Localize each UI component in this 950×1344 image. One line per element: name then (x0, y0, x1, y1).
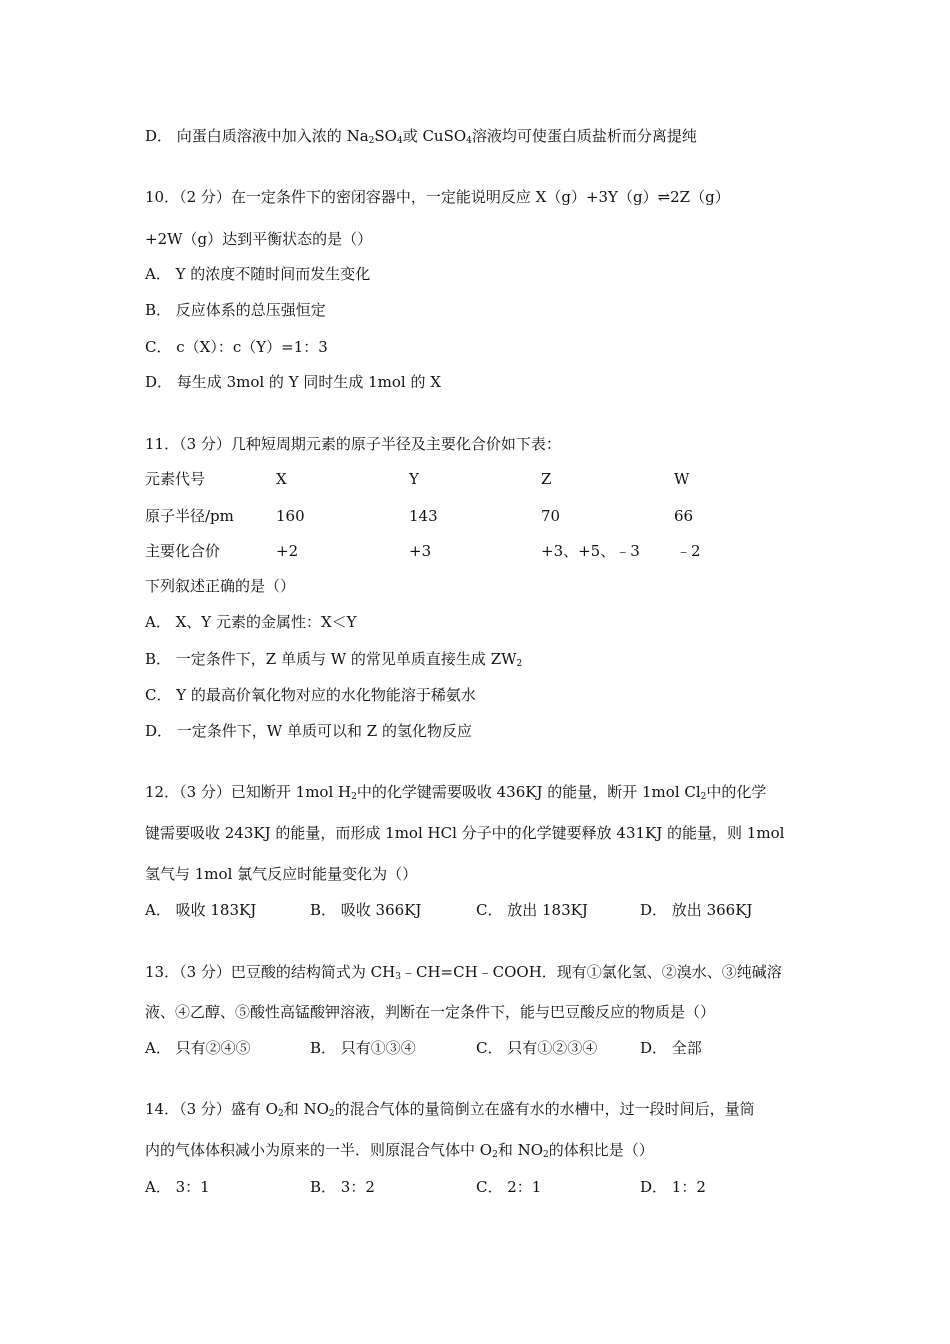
q14-option-b: B． 3：2 (310, 1178, 375, 1196)
q10-option-a: A． Y 的浓度不随时间而发生变化 (145, 265, 371, 283)
q11-question: 下列叙述正确的是（） (145, 577, 296, 595)
q11-stem: 11．（3 分）几种短周期元素的原子半径及主要化合价如下表： (145, 435, 561, 453)
q10-option-d: D． 每生成 3mol 的 Y 同时生成 1mol 的 X (145, 373, 441, 391)
table-cell: 70 (541, 507, 561, 525)
table-cell: +3、+5、﹣3 (541, 542, 640, 560)
q12-line2: 键需要吸收 243KJ 的能量，而形成 1mol HCl 分子中的化学键要释放 431KJ 的能量，则 1mol (145, 824, 785, 842)
table-cell: ﹣2 (676, 542, 701, 560)
q10-option-b: B． 反应体系的总压强恒定 (145, 301, 326, 319)
q10-stem-line1: 10．（2 分）在一定条件下的密闭容器中，一定能说明反应 X（g）+3Y（g）⇌2Z（g） (145, 188, 730, 206)
table-cell: 原子半径/pm (145, 507, 234, 525)
q11-option-a: A． X、Y 元素的金属性：X＜Y (145, 613, 357, 631)
table-header-cell: X (276, 470, 287, 488)
q14-option-d: D． 1：2 (640, 1178, 706, 1196)
q14-option-a: A． 3：1 (145, 1178, 210, 1196)
table-cell: 66 (674, 507, 694, 525)
table-cell: 143 (409, 507, 438, 525)
table-header-cell: W (674, 470, 690, 488)
q9-option-d: D． 向蛋白质溶液中加入浓的 $Na_2SO_4$或 CuSO$_4$溶液均可使蛋白质盐析而分离提纯 (145, 127, 697, 146)
table-cell: +2 (276, 542, 299, 560)
q13-line2: 液、④乙醇、⑤酸性高锰酸钾溶液，判断在一定条件下，能与巴豆酸反应的物质是（） (145, 1003, 716, 1021)
q14-line1: 14．（3 分）盛有 $O_2$和 $NO_2$的混合气体的量筒倒立在盛有水的水槽中，过一段时间后，量筒 (145, 1100, 755, 1119)
table-cell: 主要化合价 (145, 542, 221, 560)
q13-line1: 13．（3 分）巴豆酸的结构简式为 $CH_3﹣CH=CH﹣COOH$．现有①氯化氢、②溴水、③纯碱溶 (145, 963, 782, 982)
q11-option-b: B． 一定条件下，Z 单质与 W 的常见单质直接生成 $ZW_2$ (145, 650, 523, 669)
q11-option-c: C． Y 的最高价氧化物对应的水化物能溶于稀氨水 (145, 686, 476, 704)
q12-option-c: C． 放出 183KJ (476, 901, 588, 919)
q14-option-c: C． 2：1 (476, 1178, 542, 1196)
q13-option-b: B． 只有①③④ (310, 1039, 416, 1057)
table-header-cell: 元素代号 (145, 470, 206, 488)
q12-option-a: A． 吸收 183KJ (145, 901, 257, 919)
q11-option-d: D． 一定条件下，W 单质可以和 Z 的氢化物反应 (145, 722, 472, 740)
q14-line2: 内的气体体积减小为原来的一半．则原混合气体中 $O_2$和 $NO_2$的体积比是（） (145, 1141, 654, 1160)
table-cell: +3 (409, 542, 432, 560)
q12-line1: 12．（3 分）已知断开 1mol $H_2$中的化学键需要吸收 436KJ 的能量，断开 1mol $Cl_2$中的化学 (145, 783, 767, 802)
q12-option-b: B． 吸收 366KJ (310, 901, 422, 919)
q12-line3: 氢气与 1mol 氯气反应时能量变化为（） (145, 865, 418, 883)
table-header-cell: Y (409, 470, 419, 488)
q13-option-c: C． 只有①②③④ (476, 1039, 598, 1057)
table-cell: 160 (276, 507, 305, 525)
q10-stem-line2: +2W（g）达到平衡状态的是（） (145, 230, 373, 248)
q10-option-c: C． c（X）：c（Y）=1：3 (145, 338, 328, 356)
q13-option-a: A． 只有②④⑤ (145, 1039, 251, 1057)
q12-option-d: D． 放出 366KJ (640, 901, 753, 919)
table-header-cell: Z (541, 470, 552, 488)
q13-option-d: D． 全部 (640, 1039, 702, 1057)
